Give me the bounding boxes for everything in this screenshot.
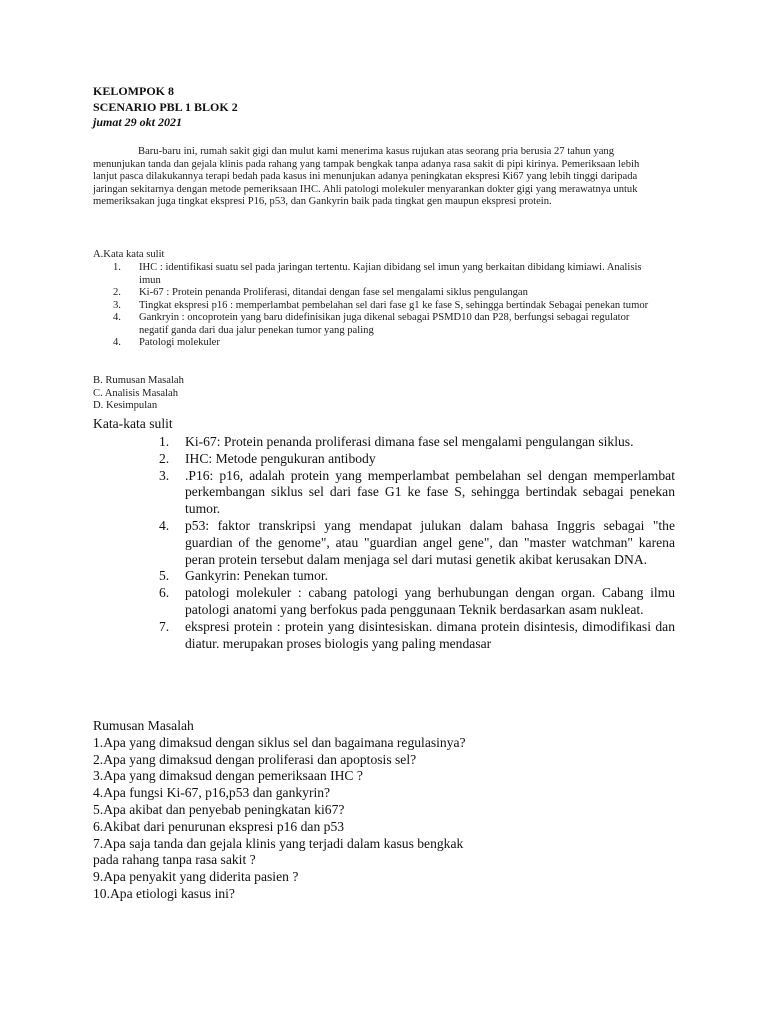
section-headings [93,375,184,413]
group-title: KELOMPOK 8 [93,84,174,98]
list-item: 4. Patologi molekuler [113,337,220,348]
kata-sulit-title: Kata-kata sulit [93,416,173,431]
list-item: 4. p53: faktor transkripsi yang mendapat julukan dalam bahasa Inggris sebagai "the guardian of the genome", atau "guardian angel gene", dan "master watchman" karena peran protein tersebut dalam menjaga sel dari mutasi genetik akibat kerusakan DNA. [159,517,675,567]
list-item: 3. .P16: p16, adalah protein yang memperlambat pembelahan sel dengan memperlambat perkembangan siklus sel dari fase G1 ke fase S, sehingga bertindak sebagai penekan tumor. [159,467,675,517]
section-b-title: B. Rumusan Masalah [93,375,184,386]
scenario-title: SCENARIO PBL 1 BLOK 2 [93,99,238,114]
document-header [93,84,238,131]
question-line: 4.Apa fungsi Ki-67, p16,p53 dan gankyrin? [93,785,331,801]
section-a-title: A.Kata kata sulit [93,249,165,260]
question-line: 10.Apa etiologi kasus ini? [93,885,235,901]
kata-sulit-list [93,434,675,652]
list-item: 7. ekspresi protein : protein yang disintesiskan. dimana protein disintesis, dimodifikasi dan diatur. merupakan proses biologis yang paling mendasar [159,618,675,651]
question-line: 9.Apa penyakit yang diderita pasien ? [93,869,299,885]
question-line: 1.Apa yang dimaksud dengan siklus sel dan bagaimana regulasinya? [93,734,466,750]
question-line: 2.Apa yang dimaksud dengan proliferasi dan apoptosis sel? [93,751,417,767]
list-item: 2. IHC: Metode pengukuran antibody [159,450,376,466]
list-item: 2. Ki-67 : Protein penanda Proliferasi, ditandai dengan fase sel mengalami siklus pengulangan [113,287,528,298]
list-item: 3. Tingkat ekspresi p16 : memperlambat pembelahan sel dari fase g1 ke fase S, sehingga bertindak Sebagai penekan tumor [113,299,649,311]
question-line: 7.Apa saja tanda dan gejala klinis yang terjadi dalam kasus bengkak [93,835,464,851]
question-line: 5.Apa akibat dan penyebab peningkatan ki67? [93,801,345,817]
section-c-title: C. Analisis Masalah [93,387,179,399]
question-line: 6.Akibat dari penurunan ekspresi p16 dan p53 [93,818,345,834]
question-line: pada rahang tanpa rasa sakit ? [93,852,256,868]
list-item: 1. Ki-67: Protein penanda proliferasi dimana fase sel mengalami pengulangan siklus. [159,434,634,449]
list-item: 4. Gankryin : oncoprotein yang baru didefinisikan juga dikenal sebagai PSMD10 dan P28, berfungsi sebagai regulator negatif ganda dari dua jalur penekan tumor yang paling [113,312,630,336]
question-line: 3.Apa yang dimaksud dengan pemeriksaan IHC ? [93,768,363,784]
date-line: jumat 29 okt 2021 [93,115,183,129]
list-item: 6. patologi molekuler : cabang patologi yang berhubungan dengan organ. Cabang ilmu patologi anatomi yang berfokus pada penggunaan Teknik berdasarkan asam nukleat. [159,585,675,617]
list-item: 1. IHC : identifikasi suatu sel pada jaringan tertentu. Kajian dibidang sel imun yang berkaitan dibidang kimiawi. Analisis imun [113,262,642,286]
rumusan-title: Rumusan Masalah [93,718,194,733]
list-item: 5. Gankyrin: Penekan tumor. [159,568,329,584]
rumusan-masalah-section [93,718,466,903]
section-d-title: D. Kesimpulan [93,400,158,411]
section-a-list [93,262,653,350]
scenario-paragraph: Baru-baru ini, rumah sakit gigi dan mulut kami menerima kasus rujukan atas seorang pria berusia 27 tahun yang menunjukan tanda dan gejala klinis pada rahang yang tampak bengkak tanpa adanya rasa sakit di pipi kirinya. Pemeriksaan lebih lanjut pasca dilakukannya terapi bedah pada kasus ini menunjukan adanya peningkatan ekspresi Ki67 yang lebih tinggi daripada jaringan sekitarnya dengan metode pemeriksaan IHC. Ahli patologi molekuler menyarankan dokter gigi yang merawatnya untuk memeriksakan juga tingkat ekspresi P16, p53, dan Gankyrin baik pada tingkat gen maupun ekspresi protein. [93,146,640,208]
